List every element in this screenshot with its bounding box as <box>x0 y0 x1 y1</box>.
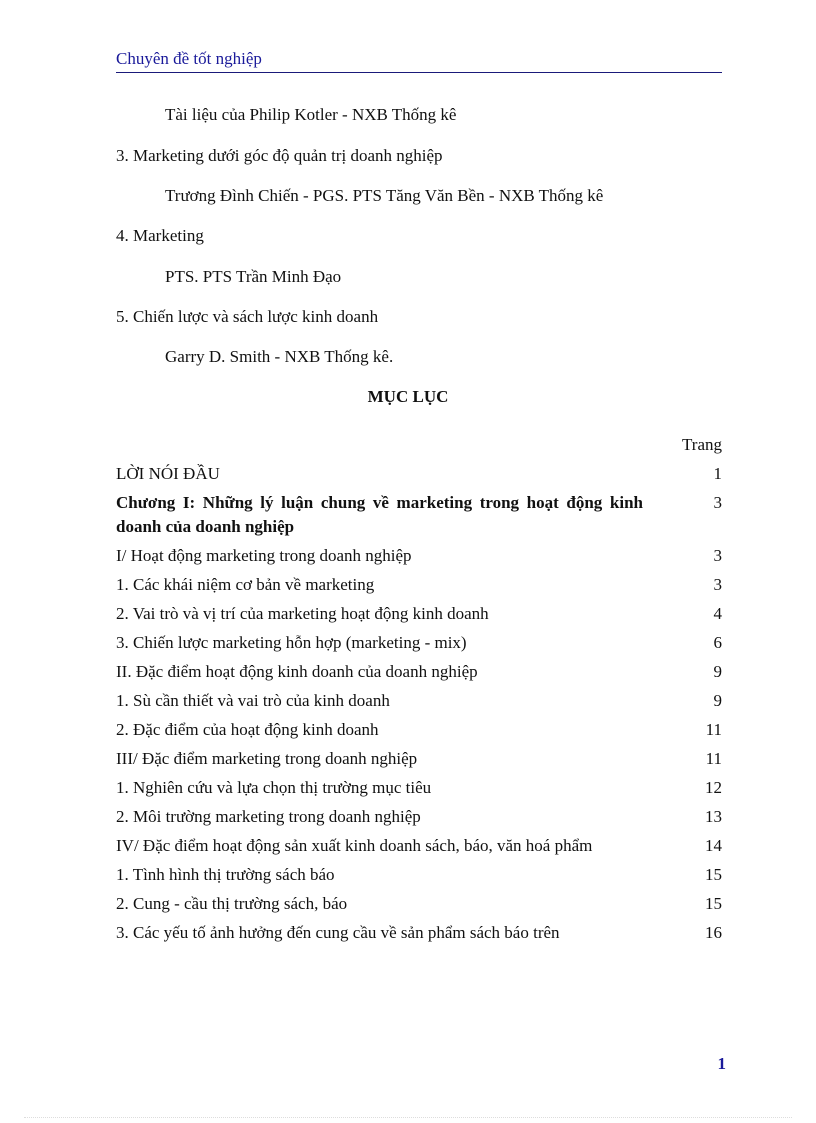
reference-line: Trương Đình Chiến - PGS. PTS Tăng Văn Bền - NXB Thống kê <box>165 186 604 205</box>
reference-line: 5. Chiến lược và sách lược kinh doanh <box>116 307 379 326</box>
reference-line: 3. Marketing dưới góc độ quản trị doanh nghiệp <box>116 146 443 165</box>
toc-entry-page: 11 <box>705 749 722 768</box>
toc-entry-text: I/ Hoạt động marketing trong doanh nghiệp <box>116 546 412 565</box>
toc-entry[interactable] <box>116 573 722 597</box>
toc-entry-page: 3 <box>713 546 722 565</box>
toc-entry-text: IV/ Đặc điểm hoạt động sản xuất kinh doanh sách, báo, văn hoá phẩm <box>116 836 593 855</box>
toc-entry[interactable] <box>116 631 722 655</box>
toc-entry-page: 9 <box>713 691 722 710</box>
toc-entry-page: 16 <box>705 923 722 942</box>
reference-line: 4. Marketing <box>116 226 204 245</box>
running-header: Chuyên đề tốt nghiệp <box>116 48 722 73</box>
toc-entry-text: 1. Tình hình thị trường sách báo <box>116 865 335 884</box>
toc-entry-page: 3 <box>713 493 722 512</box>
toc-entry-text: II. Đặc điểm hoạt động kinh doanh của doanh nghiệp <box>116 662 478 681</box>
toc-entry-text: 2. Vai trò và vị trí của marketing hoạt động kinh doanh <box>116 604 489 623</box>
toc-entry[interactable] <box>116 747 722 771</box>
toc-entry-text: 2. Cung - cầu thị trường sách, báo <box>116 894 348 913</box>
toc-entry-text: 1. Nghiên cứu và lựa chọn thị trường mục tiêu <box>116 778 432 797</box>
table-of-contents <box>116 462 722 950</box>
toc-entry-text: 2. Môi trường marketing trong doanh nghiệp <box>116 807 421 826</box>
toc-entry[interactable] <box>116 863 722 887</box>
toc-entry[interactable] <box>116 892 722 916</box>
toc-page-column-header: Trang <box>682 435 722 454</box>
toc-entry-text: 1. Sù cần thiết và vai trò của kinh doanh <box>116 691 390 710</box>
toc-entry-page: 14 <box>705 836 722 855</box>
toc-entry[interactable] <box>116 660 722 684</box>
toc-entry[interactable] <box>116 689 722 713</box>
toc-entry-page: 13 <box>705 807 722 826</box>
toc-entry-page: 11 <box>705 720 722 739</box>
toc-entry-page: 4 <box>713 604 722 623</box>
toc-entry-page: 12 <box>705 778 722 797</box>
toc-entry-text: III/ Đặc điểm marketing trong doanh nghiệp <box>116 749 418 768</box>
toc-entry-page: 6 <box>713 633 722 652</box>
toc-entry[interactable] <box>116 718 722 742</box>
reference-line: Garry D. Smith - NXB Thống kê. <box>165 347 394 366</box>
toc-entry[interactable] <box>116 491 722 539</box>
toc-entry-page: 3 <box>713 575 722 594</box>
toc-entry-text: LỜI NÓI ĐẦU <box>116 464 220 483</box>
toc-entry[interactable] <box>116 602 722 626</box>
toc-entry[interactable] <box>116 834 722 858</box>
toc-entry[interactable] <box>116 462 722 486</box>
toc-entry[interactable] <box>116 805 722 829</box>
toc-title: MỤC LỤC <box>367 387 449 406</box>
toc-entry-text: 1. Các khái niệm cơ bản về marketing <box>116 575 375 594</box>
toc-entry[interactable] <box>116 544 722 568</box>
toc-entry-page: 1 <box>713 464 722 483</box>
toc-entry-page: 15 <box>705 894 722 913</box>
toc-entry[interactable] <box>116 776 722 800</box>
toc-entry[interactable] <box>116 921 722 945</box>
toc-entry-text: 3. Các yếu tố ảnh hưởng đến cung cầu về sản phẩm sách báo trên <box>116 923 560 942</box>
toc-entry-text: 3. Chiến lược marketing hỗn hợp (marketing - mix) <box>116 633 467 652</box>
toc-entry-text: Chương I: Những lý luận chung về marketing trong hoạt động kinh doanh của doanh nghiệp <box>116 493 643 536</box>
reference-line: PTS. PTS Trần Minh Đạo <box>165 267 342 286</box>
reference-line: Tài liệu của Philip Kotler - NXB Thống kê <box>165 105 457 124</box>
toc-entry-page: 15 <box>705 865 722 884</box>
toc-entry-page: 9 <box>713 662 722 681</box>
page-number: 1 <box>717 1054 726 1073</box>
toc-entry-text: 2. Đặc điểm của hoạt động kinh doanh <box>116 720 379 739</box>
page-bottom-divider <box>24 1117 792 1118</box>
